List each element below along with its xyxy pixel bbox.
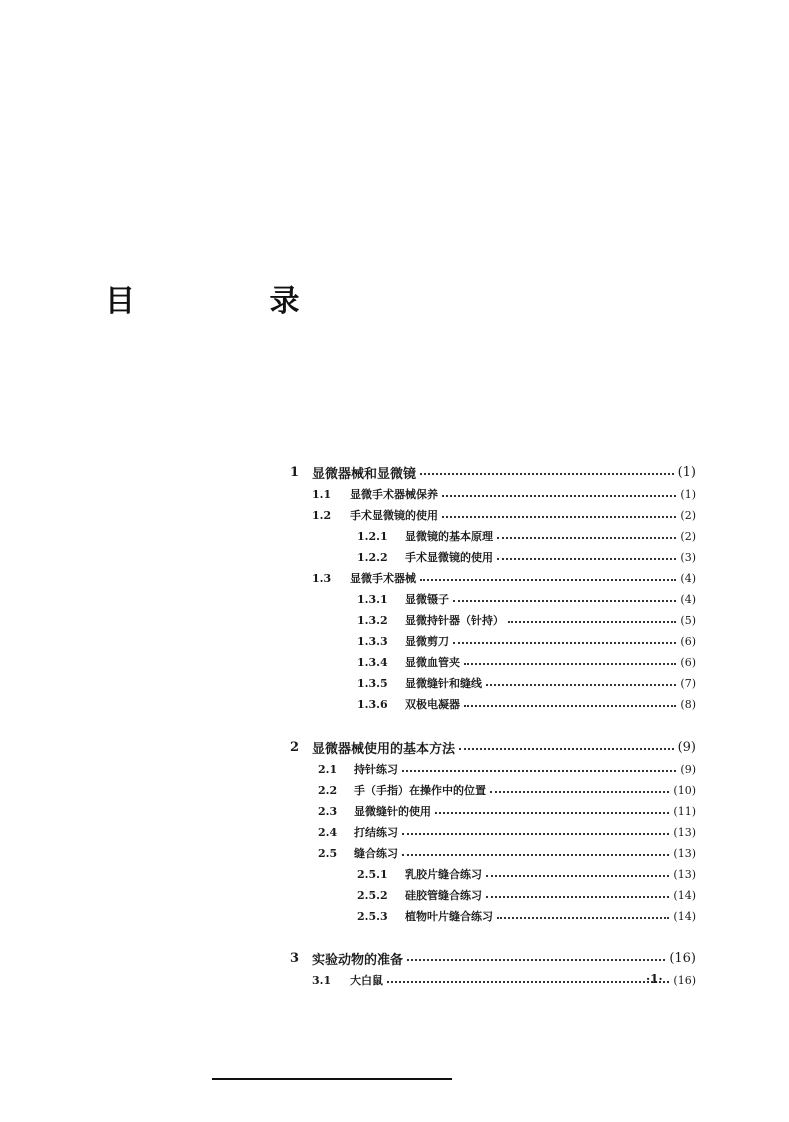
toc-entry-2-5[interactable] bbox=[318, 843, 696, 863]
dot-leader bbox=[387, 981, 669, 983]
toc-entry-title: 显微持针器（针持） bbox=[405, 614, 504, 627]
toc-entry-page: (2) bbox=[680, 529, 696, 543]
toc-entry-page: (14) bbox=[673, 888, 696, 902]
toc-entry-number: 1.2.1 bbox=[357, 529, 388, 543]
toc-entry-title: 打结练习 bbox=[354, 826, 398, 839]
toc-entry-title: 手术显微镜的使用 bbox=[350, 509, 438, 522]
toc-entry-2-3[interactable] bbox=[318, 801, 696, 821]
toc-entry-title: 显微血管夹 bbox=[405, 656, 460, 669]
toc-entry-1-3-3[interactable] bbox=[357, 631, 696, 651]
toc-entry-chapter-1[interactable] bbox=[290, 462, 696, 482]
toc-entry-chapter-2[interactable] bbox=[290, 737, 696, 757]
toc-entry-page: (6) bbox=[680, 634, 696, 648]
dot-leader bbox=[490, 791, 669, 793]
dot-leader bbox=[497, 537, 676, 539]
toc-entry-page: (13) bbox=[673, 846, 696, 860]
toc-entry-chapter-3[interactable] bbox=[290, 948, 696, 968]
toc-entry-page: (10) bbox=[673, 783, 696, 797]
dot-leader bbox=[435, 812, 669, 814]
toc-entry-number: 2 bbox=[290, 739, 300, 755]
toc-entry-title: 手术显微镜的使用 bbox=[405, 551, 493, 564]
toc-entry-page: (7) bbox=[680, 676, 696, 690]
toc-entry-number: 1.3.4 bbox=[357, 655, 388, 669]
toc-entry-title: 植物叶片缝合练习 bbox=[405, 910, 493, 923]
toc-entry-page: (2) bbox=[680, 508, 696, 522]
toc-entry-2-2[interactable] bbox=[318, 780, 696, 800]
toc-entry-title: 显微镜的基本原理 bbox=[405, 530, 493, 543]
toc-entry-number: 1 bbox=[290, 464, 300, 480]
dot-leader bbox=[442, 495, 676, 497]
toc-entry-number: 1.2 bbox=[312, 508, 332, 522]
dot-leader bbox=[486, 875, 669, 877]
dot-leader bbox=[442, 516, 676, 518]
page-title: 目 录 bbox=[105, 284, 362, 319]
toc-entry-page: (9) bbox=[680, 762, 696, 776]
dot-leader bbox=[459, 748, 674, 750]
toc-entry-2-5-2[interactable] bbox=[357, 885, 696, 905]
toc-entry-number: 1.3.6 bbox=[357, 697, 388, 711]
toc-entry-title: 持针练习 bbox=[354, 763, 398, 776]
toc-entry-number: 2.5.3 bbox=[357, 909, 388, 923]
toc-entry-number: 2.5.1 bbox=[357, 867, 388, 881]
toc-entry-title: 显微缝针的使用 bbox=[354, 805, 431, 818]
page-number: ·1· bbox=[646, 972, 663, 986]
toc-entry-page: (11) bbox=[673, 804, 696, 818]
toc-entry-2-5-3[interactable] bbox=[357, 906, 696, 926]
toc-entry-page: (8) bbox=[680, 697, 696, 711]
dot-leader bbox=[402, 770, 676, 772]
toc-entry-number: 2.5.2 bbox=[357, 888, 388, 902]
dot-leader bbox=[486, 684, 676, 686]
toc-entry-page: (13) bbox=[673, 825, 696, 839]
toc-entry-number: 2.4 bbox=[318, 825, 338, 839]
toc-entry-number: 1.2.2 bbox=[357, 550, 388, 564]
toc-entry-title: 手（手指）在操作中的位置 bbox=[354, 784, 486, 797]
dot-leader bbox=[464, 663, 676, 665]
toc-entry-title: 缝合练习 bbox=[354, 847, 398, 860]
toc-entry-page: (14) bbox=[673, 909, 696, 923]
toc-entry-number: 2.1 bbox=[318, 762, 338, 776]
toc-entry-title: 乳胶片缝合练习 bbox=[405, 868, 482, 881]
toc-entry-title: 双极电凝器 bbox=[405, 698, 460, 711]
toc-entry-1-3-1[interactable] bbox=[357, 589, 696, 609]
toc-entry-1-3-4[interactable] bbox=[357, 652, 696, 672]
toc-entry-1-2-2[interactable] bbox=[357, 547, 696, 567]
dot-leader bbox=[508, 621, 676, 623]
dot-leader bbox=[420, 579, 676, 581]
toc-entry-number: 3.1 bbox=[312, 973, 332, 987]
toc-entry-number: 1.3.5 bbox=[357, 676, 388, 690]
dot-leader bbox=[420, 473, 674, 475]
dot-leader bbox=[497, 558, 676, 560]
toc-entry-title: 大白鼠 bbox=[350, 974, 383, 987]
toc-entry-title: 硅胶管缝合练习 bbox=[405, 889, 482, 902]
toc-entry-1-3[interactable] bbox=[312, 568, 696, 588]
toc-entry-1-3-2[interactable] bbox=[357, 610, 696, 630]
toc-entry-page: (1) bbox=[677, 464, 696, 480]
toc-entry-1-2[interactable] bbox=[312, 505, 696, 525]
dot-leader bbox=[453, 600, 676, 602]
toc-entry-title: 实验动物的准备 bbox=[312, 952, 404, 968]
toc-entry-title: 显微镊子 bbox=[405, 593, 449, 606]
toc-entry-number: 1.3 bbox=[312, 571, 332, 585]
toc-entry-title: 显微器械使用的基本方法 bbox=[312, 741, 456, 757]
toc-entry-number: 2.3 bbox=[318, 804, 338, 818]
toc-entry-page: (4) bbox=[680, 592, 696, 606]
dot-leader bbox=[464, 705, 676, 707]
toc-entry-page: (16) bbox=[669, 950, 696, 966]
toc-entry-page: (4) bbox=[680, 571, 696, 585]
toc-entry-1-2-1[interactable] bbox=[357, 526, 696, 546]
toc-entry-title: 显微剪刀 bbox=[405, 635, 449, 648]
toc-entry-title: 显微器械和显微镜 bbox=[312, 466, 417, 482]
dot-leader bbox=[453, 642, 676, 644]
toc-entry-page: (5) bbox=[680, 613, 696, 627]
dot-leader bbox=[407, 959, 665, 961]
toc-entry-title: 显微手术器械保养 bbox=[350, 488, 438, 501]
toc-entry-2-5-1[interactable] bbox=[357, 864, 696, 884]
dot-leader bbox=[402, 833, 669, 835]
toc-entry-1-3-6[interactable] bbox=[357, 694, 696, 714]
toc-entry-number: 1.3.2 bbox=[357, 613, 388, 627]
toc-entry-page: (13) bbox=[673, 867, 696, 881]
toc-entry-number: 3 bbox=[290, 950, 300, 966]
toc-entry-3-1[interactable] bbox=[312, 970, 696, 990]
toc-entry-1-3-5[interactable] bbox=[357, 673, 696, 693]
toc-entry-page: (1) bbox=[680, 487, 696, 501]
toc-entry-page: (9) bbox=[677, 739, 696, 755]
toc-entry-number: 2.2 bbox=[318, 783, 338, 797]
toc-entry-2-1[interactable] bbox=[318, 759, 696, 779]
dot-leader bbox=[497, 917, 669, 919]
footer-rule bbox=[212, 1078, 452, 1080]
toc-entry-1-1[interactable] bbox=[312, 484, 696, 504]
dot-leader bbox=[402, 854, 669, 856]
toc-entry-page: (16) bbox=[673, 973, 696, 987]
toc-entry-2-4[interactable] bbox=[318, 822, 696, 842]
toc-entry-number: 1.1 bbox=[312, 487, 332, 501]
toc-entry-number: 2.5 bbox=[318, 846, 338, 860]
toc-entry-title: 显微缝针和缝线 bbox=[405, 677, 482, 690]
toc-entry-page: (6) bbox=[680, 655, 696, 669]
toc-entry-number: 1.3.3 bbox=[357, 634, 388, 648]
dot-leader bbox=[486, 896, 669, 898]
toc-entry-title: 显微手术器械 bbox=[350, 572, 416, 585]
toc-entry-page: (3) bbox=[680, 550, 696, 564]
toc-entry-number: 1.3.1 bbox=[357, 592, 388, 606]
